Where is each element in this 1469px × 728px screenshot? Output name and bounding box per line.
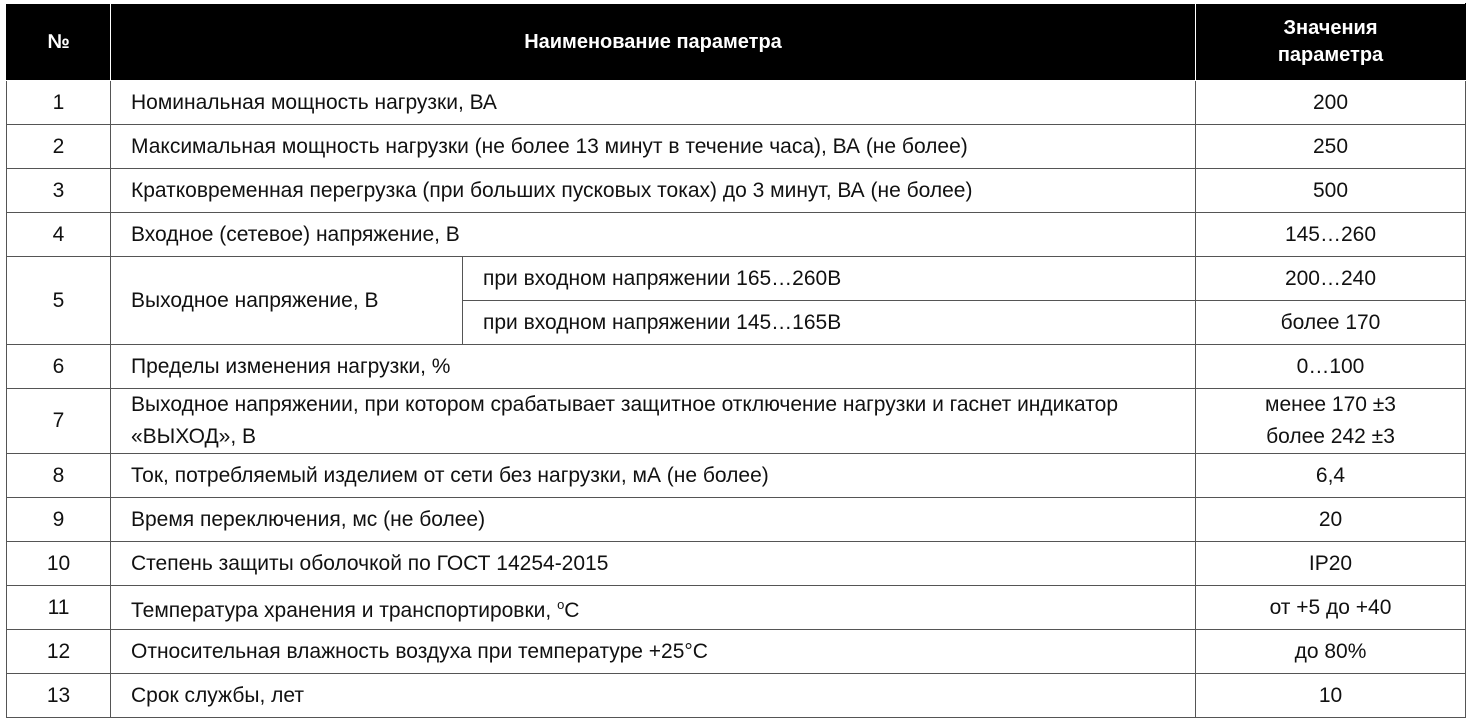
- row-parameter-name: Входное (сетевое) напряжение, В: [111, 213, 1196, 257]
- row-number: 8: [7, 454, 111, 498]
- row-parameter-name: Номинальная мощность нагрузки, ВА: [111, 81, 1196, 125]
- row-number: 2: [7, 125, 111, 169]
- header-number: №: [7, 4, 111, 81]
- row-parameter-value: от +5 до +40: [1196, 586, 1466, 630]
- row-parameter-value: 200: [1196, 81, 1466, 125]
- row-number: 6: [7, 345, 111, 389]
- row-parameter-value: 200…240: [1196, 257, 1466, 301]
- row-parameter-name: Пределы изменения нагрузки, %: [111, 345, 1196, 389]
- table-row: [7, 586, 1466, 630]
- row-parameter-name: Выходное напряжение, В: [111, 257, 463, 345]
- table-row: [7, 169, 1466, 213]
- row-parameter-name: Срок службы, лет: [111, 674, 1196, 718]
- table-row: [7, 81, 1466, 125]
- table-header-row: [7, 4, 1466, 81]
- row-parameter-name: Выходное напряжении, при котором срабатывает защитное отключение нагрузки и гаснет индикатор «ВЫХОД», В: [111, 389, 1196, 454]
- row-parameter-value: 145…260: [1196, 213, 1466, 257]
- row-parameter-name: [111, 586, 1196, 630]
- row-parameter-value: 500: [1196, 169, 1466, 213]
- row-parameter-value: [1196, 389, 1466, 454]
- header-value-line1: Значения: [1283, 17, 1378, 39]
- row-parameter-name: Ток, потребляемый изделием от сети без нагрузки, мА (не более): [111, 454, 1196, 498]
- row-number: 3: [7, 169, 111, 213]
- unit-text: С: [564, 598, 580, 622]
- table-row: [7, 674, 1466, 718]
- table-row: [7, 125, 1466, 169]
- row-sub-condition: при входном напряжении 145…165В: [463, 301, 1196, 345]
- header-parameter-name: Наименование параметра: [111, 4, 1196, 81]
- row-number: 7: [7, 389, 111, 454]
- row-parameter-value: 0…100: [1196, 345, 1466, 389]
- row-parameter-value: до 80%: [1196, 630, 1466, 674]
- header-value-line2: параметра: [1277, 44, 1384, 66]
- row-parameter-value: 20: [1196, 498, 1466, 542]
- header-parameter-value: [1196, 4, 1466, 81]
- value-line-min: менее 170 ±3: [1265, 393, 1396, 416]
- table-row: [7, 454, 1466, 498]
- row-parameter-name: Время переключения, мс (не более): [111, 498, 1196, 542]
- table-row: [7, 213, 1466, 257]
- row-number: 13: [7, 674, 111, 718]
- row-parameter-value: 6,4: [1196, 454, 1466, 498]
- row-sub-condition: при входном напряжении 165…260В: [463, 257, 1196, 301]
- table-row: [7, 345, 1466, 389]
- row-name-text: Температура хранения и транспортировки,: [131, 598, 558, 622]
- row-parameter-value: 10: [1196, 674, 1466, 718]
- row-number: 1: [7, 81, 111, 125]
- row-number: 5: [7, 257, 111, 345]
- row-number: 10: [7, 542, 111, 586]
- row-parameter-name: Кратковременная перегрузка (при больших пусковых токах) до 3 минут, ВА (не более): [111, 169, 1196, 213]
- row-parameter-value: IP20: [1196, 542, 1466, 586]
- degree-superscript: о: [557, 596, 565, 612]
- row-number: 4: [7, 213, 111, 257]
- row-number: 11: [7, 586, 111, 630]
- parameters-table: [6, 3, 1466, 718]
- row-number: 12: [7, 630, 111, 674]
- row-parameter-value: более 170: [1196, 301, 1466, 345]
- row-parameter-value: 250: [1196, 125, 1466, 169]
- row-number: 9: [7, 498, 111, 542]
- value-line-max: более 242 ±3: [1266, 425, 1395, 448]
- table-row: [7, 630, 1466, 674]
- table-row: [7, 542, 1466, 586]
- row-parameter-name: Относительная влажность воздуха при температуре +25°С: [111, 630, 1196, 674]
- table-row: [7, 257, 1466, 301]
- table-row: [7, 498, 1466, 542]
- row-parameter-name: Максимальная мощность нагрузки (не более 13 минут в течение часа), ВА (не более): [111, 125, 1196, 169]
- table-row: [7, 389, 1466, 454]
- row-parameter-name: Степень защиты оболочкой по ГОСТ 14254-2015: [111, 542, 1196, 586]
